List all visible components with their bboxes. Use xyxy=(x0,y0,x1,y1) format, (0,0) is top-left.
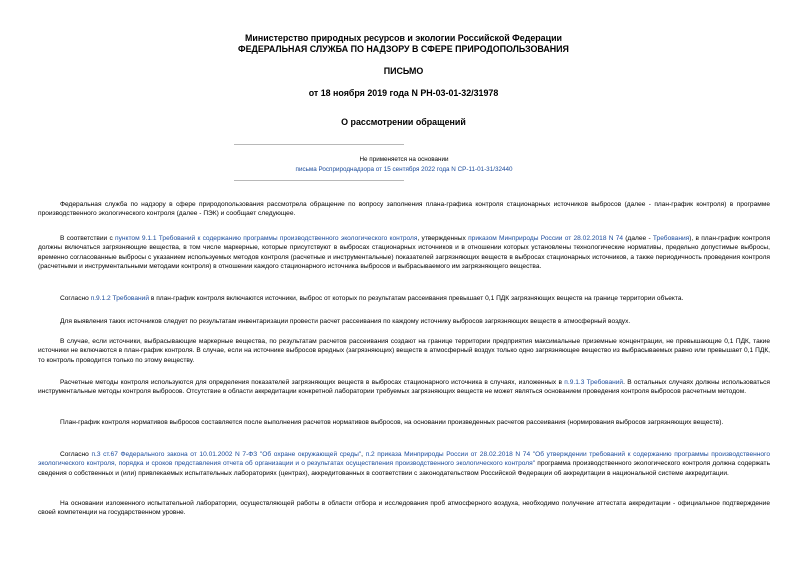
ministry-name: Министерство природных ресурсов и экологии Российской Федерации xyxy=(244,33,562,43)
service-name: ФЕДЕРАЛЬНАЯ СЛУЖБА ПО НАДЗОРУ В СФЕРЕ ПРИРОДОПОЛЬЗОВАНИЯ xyxy=(238,44,569,54)
paragraph-3 xyxy=(38,294,770,303)
paragraph-8 xyxy=(38,450,770,478)
link-order-74[interactable]: приказом Минприроды России от 28.02.2018 N 74 xyxy=(468,235,624,242)
notice-link[interactable]: письма Росприроднадзора от 15 сентября 2022 года N СР-11-01-31/32440 xyxy=(295,166,513,173)
paragraph-8-part-a: Согласно xyxy=(60,451,92,458)
paragraph-2 xyxy=(38,234,770,272)
document-type: ПИСЬМО xyxy=(383,66,424,76)
paragraph-6-part-b: . В остальных случаях должны использоваться инструментальные методы контроля выбросов. Отсутствие в области аккредитации конкретной лаборатории требуемых загрязняющих веществ не может являться основанием проведения контроля выбросов расчетным методом. xyxy=(38,379,770,396)
paragraph-8-part-b: , xyxy=(361,451,366,458)
paragraph-6-text xyxy=(38,378,770,397)
link-requirements-9-1-1[interactable]: пунктом 9.1.1 Требований к содержанию программы производственного экологического контроля xyxy=(115,235,418,242)
paragraph-7-text: План-график контроля нормативов выбросов составляется после выполнения расчетов нормативов выбросов, на основании произведенных расчетов рассеивания (нормирования выбросов загрязняющих веществ). xyxy=(60,419,724,426)
notice-link-line xyxy=(234,165,574,174)
paragraph-5-text: В случае, если источники, выбрасывающие маркерные вещества, по результатам расчетов рассеивания создают на границе территории предприятия максимальные приземные концентрации, не превышающие 0,1 ПДК, такие источники не включаются в план-график контроля. В случае, если на источнике выбросов вредных (загрязняющих) веществ в атмосферный воздух только одно загрязняющее вещество из выбрасываемых равно или превышает 0,1 ПДК, то контроль проводится только по этому веществу. xyxy=(38,338,770,364)
paragraph-6 xyxy=(38,378,770,397)
paragraph-7 xyxy=(38,418,770,427)
paragraph-6-part-a: Расчетные методы контроля используются для определения показателей загрязняющих веществ в выбросах стационарного источника в случаях, изложенных в xyxy=(60,379,565,386)
paragraph-1 xyxy=(38,200,770,219)
document-subject: О рассмотрении обращений xyxy=(341,117,466,127)
paragraph-9-text: На основании изложенного испытательной лаборатории, осуществляющей работы в области отбора и исследования проб атмосферного воздуха, необходимо получение аттестата аккредитации - официальное подтверждение своей компетенции на государственном уровне. xyxy=(38,500,770,517)
notice-bottom-divider xyxy=(234,180,404,181)
paragraph-3-part-b: в план-график контроля включаются источники, выброс от которых по результатам рассеивания превышает 0,1 ПДК загрязняющих веществ на границе территории объекта. xyxy=(149,295,684,302)
paragraph-4 xyxy=(38,317,770,326)
paragraph-3-part-a: Согласно xyxy=(60,295,91,302)
notice-top-divider xyxy=(234,144,404,145)
paragraph-8-text xyxy=(38,450,770,478)
paragraph-2-part-a: В соответствии с xyxy=(60,235,115,242)
link-requirements-9-1-2[interactable]: п.9.1.2 Требований xyxy=(90,295,150,302)
paragraph-2-part-d: ), в план-график контроля должны включаться загрязняющие вещества, в том числе маркерные, которые присутствуют в выбросах стационарных источников и в отношении которых установлены технологические нормативы, предельно допустимые выбросы, временно согласованные выбросы с указанием используемых методов контроля (расчетные и инструментальные) показателей загрязняющих веществ в выбросах стационарных источников, а также периодичность проведения контроля (расчетными и инструментальными методами контроля) в отношении каждого стационарного источника выбросов и выбрасываемого им загрязняющего вещества. xyxy=(38,235,771,271)
link-federal-law-7-fz[interactable]: п.3 ст.67 Федерального закона от 10.01.2002 N 7-ФЗ "Об охране окружающей среды" xyxy=(91,451,362,458)
paragraph-2-part-c: (далее - xyxy=(623,235,653,242)
paragraph-2-text xyxy=(38,234,770,272)
link-requirements[interactable]: Требования xyxy=(652,235,690,242)
document-date-number: от 18 ноября 2019 года N РН-03-01-32/31978 xyxy=(308,88,499,98)
link-order-74-p2[interactable]: п.2 приказа Минприроды России от 28.02.2018 N 74 "Об утверждении требований к содержанию программы производственного экологического контроля, порядка и сроков представления отчета об организации и о результатах осуществления производственного экологического контроля" xyxy=(38,451,770,468)
paragraph-4-text: Для выявления таких источников следует по результатам инвентаризации провести расчет рассеивания по каждому источнику выбросов загрязняющих веществ в атмосферный воздух. xyxy=(60,318,631,325)
paragraph-9 xyxy=(38,499,770,518)
paragraph-3-text xyxy=(38,294,770,303)
notice-text: Не применяется на основании xyxy=(359,156,449,163)
link-requirements-9-1-3[interactable]: п.9.1.3 Требований xyxy=(564,379,624,386)
paragraph-8-part-c: программа производственного экологического контроля должна содержать сведения о собственных и (или) привлекаемых испытательных лабораториях (центрах), аккредитованных в соответствии с законодательством Российской Федерации об аккредитации в национальной системе аккредитации. xyxy=(38,460,770,477)
paragraph-1-text: Федеральная служба по надзору в сфере природопользования рассмотрела обращение по вопросу заполнения плана-графика контроля стационарных источников выбросов (далее - план-график контроля) в программе производственного экологического контроля (далее - ПЭК) и сообщает следующее. xyxy=(38,201,770,218)
paragraph-5 xyxy=(38,337,770,365)
paragraph-2-part-b: , утвержденных xyxy=(417,235,469,242)
